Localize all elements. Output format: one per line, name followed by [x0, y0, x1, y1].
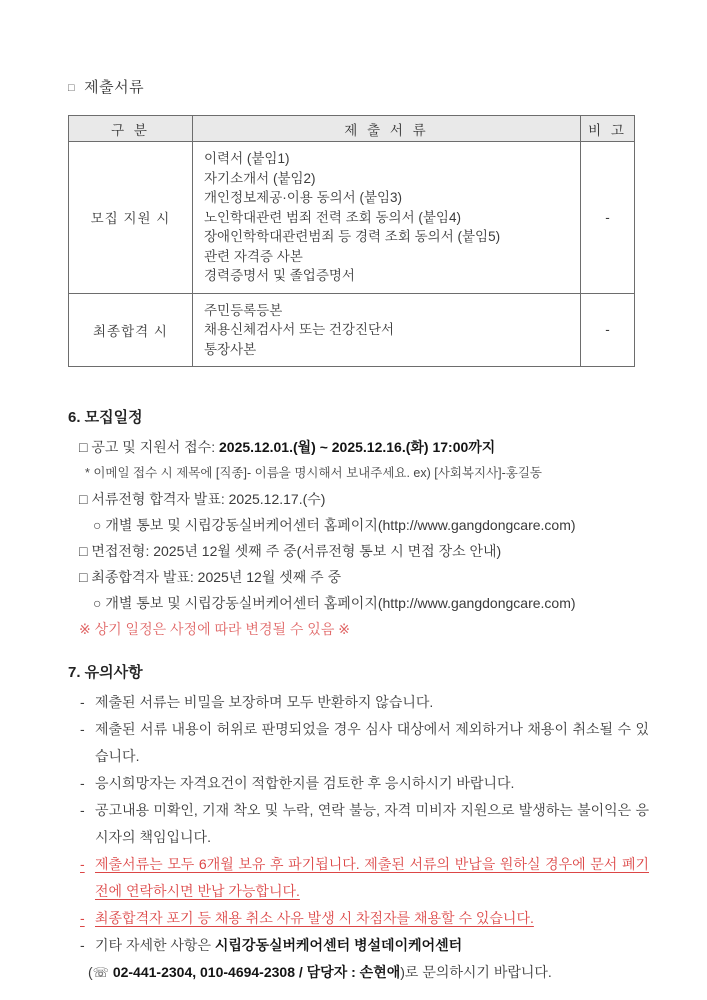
document-item: 채용신체검사서 또는 건강진단서	[204, 322, 395, 337]
contact-person: 담당자 : 손현애	[306, 964, 401, 980]
notes-section-heading: 7. 유의사항	[68, 664, 143, 681]
table-header-documents: 제 출 서 류	[193, 116, 581, 142]
document-item: 이력서 (붙임1)	[204, 151, 290, 166]
table-header-row	[69, 116, 635, 142]
note-text: 제출된 서류는 비밀을 보장하며 모두 반환하지 않습니다.	[95, 694, 434, 710]
square-bullet-icon: □	[68, 82, 76, 94]
note-text: 응시희망자는 자격요건이 적합한지를 검토한 후 응시하시기 바랍니다.	[95, 775, 515, 791]
note-text	[88, 932, 649, 986]
dash-bullet-icon: -	[80, 856, 85, 872]
submit-docs-table	[68, 115, 635, 367]
contact-tail: )로 문의하시기 바랍니다.	[400, 964, 552, 980]
row-documents	[193, 142, 581, 294]
table-header-category: 구 분	[69, 116, 193, 142]
note-text: 공고내용 미확인, 기재 착오 및 누락, 연락 불능, 자격 미비자 지원으로 발생하는 불이익은 응시자의 책임입니다.	[95, 802, 649, 845]
note-item-contact	[68, 932, 649, 986]
dash-bullet-icon: -	[80, 937, 85, 953]
row-category: 최종합격 시	[69, 293, 193, 367]
schedule-line-application-period	[68, 434, 649, 460]
schedule-line-notify-homepage-1: ○ 개별 통보 및 시립강동실버케어센터 홈페이지(http://www.gangdongcare.com)	[93, 517, 576, 533]
row-note: -	[581, 293, 635, 367]
table-row-final-pass	[69, 293, 635, 367]
dash-bullet-icon: -	[80, 721, 85, 737]
row-note: -	[581, 142, 635, 294]
note-item-document-retention	[68, 851, 649, 905]
dash-bullet-icon: -	[80, 910, 85, 926]
dash-bullet-icon: -	[80, 694, 85, 710]
table-row-application	[69, 142, 635, 294]
note-text: 제출된 서류 내용이 허위로 판명되었을 경우 심사 대상에서 제외하거나 채용이 취소될 수 있습니다.	[95, 721, 649, 764]
schedule-line-interview: □ 면접전형: 2025년 12월 셋째 주 중(서류전형 통보 시 면접 장소 안내)	[79, 543, 502, 559]
submit-docs-heading-label: 제출서류	[84, 79, 145, 96]
note-item-confidential	[68, 689, 649, 716]
schedule-email-note: * 이메일 접수 시 제목에 [직종]- 이름을 명시해서 보내주세요. ex) [사회복지사]-홍길동	[85, 466, 542, 480]
document-item: 경력증명서 및 졸업증명서	[204, 268, 355, 283]
schedule-line-notify-homepage-2: ○ 개별 통보 및 시립강동실버케어센터 홈페이지(http://www.gangdongcare.com)	[93, 595, 576, 611]
schedule-line-doc-screening: □ 서류전형 합격자 발표: 2025.12.17.(수)	[79, 491, 326, 507]
dash-bullet-icon: -	[80, 802, 85, 818]
schedule-line-label: □ 공고 및 지원서 접수:	[79, 439, 219, 455]
submit-docs-heading	[68, 76, 649, 97]
schedule-line-final-announcement: □ 최종합격자 발표: 2025년 12월 셋째 주 중	[79, 569, 342, 585]
phone-icon: ☏	[92, 965, 109, 980]
note-text: 최종합격자 포기 등 채용 취소 사유 발생 시 차점자를 채용할 수 있습니다.	[95, 910, 534, 926]
table-header-note: 비 고	[581, 116, 635, 142]
document-item: 관련 자격증 사본	[204, 248, 303, 264]
schedule-change-warning: ※ 상기 일정은 사정에 따라 변경될 수 있음 ※	[79, 621, 350, 637]
document-item: 노인학대관련 범죄 전력 조회 동의서 (붙임4)	[204, 209, 461, 225]
note-text: 제출서류는 모두 6개월 보유 후 파기됩니다. 제출된 서류의 반납을 원하실 경우에 문서 폐기 전에 연락하시면 반납 가능합니다.	[95, 856, 649, 899]
center-name: 시립강동실버케어센터 병설데이케어센터	[214, 937, 463, 953]
contact-prefix: 기타 자세한 사항은	[95, 937, 215, 953]
dash-bullet-icon: -	[80, 775, 85, 791]
note-item-runner-up	[68, 905, 649, 932]
application-period-dates: 2025.12.01.(월) ~ 2025.12.16.(화) 17:00까지	[219, 439, 496, 455]
schedule-section-heading: 6. 모집일정	[68, 409, 143, 426]
row-documents	[193, 293, 581, 367]
document-item: 통장사본	[204, 341, 257, 357]
document-item: 주민등록등본	[204, 302, 283, 318]
row-category: 모집 지원 시	[69, 142, 193, 294]
document-item: 자기소개서 (붙임2)	[204, 170, 316, 186]
note-item-applicant-responsibility	[68, 797, 649, 851]
contact-detail-line	[88, 959, 649, 986]
phone-numbers: 02-441-2304, 010-4694-2308 /	[108, 964, 307, 980]
document-item: 장애인학학대관련범죄 등 경력 조회 동의서 (붙임5)	[204, 229, 501, 244]
paren-open: (	[88, 964, 93, 980]
document-item: 개인정보제공·이용 동의서 (붙임3)	[204, 190, 403, 205]
note-item-check-eligibility	[68, 770, 649, 797]
note-item-false-info	[68, 716, 649, 770]
